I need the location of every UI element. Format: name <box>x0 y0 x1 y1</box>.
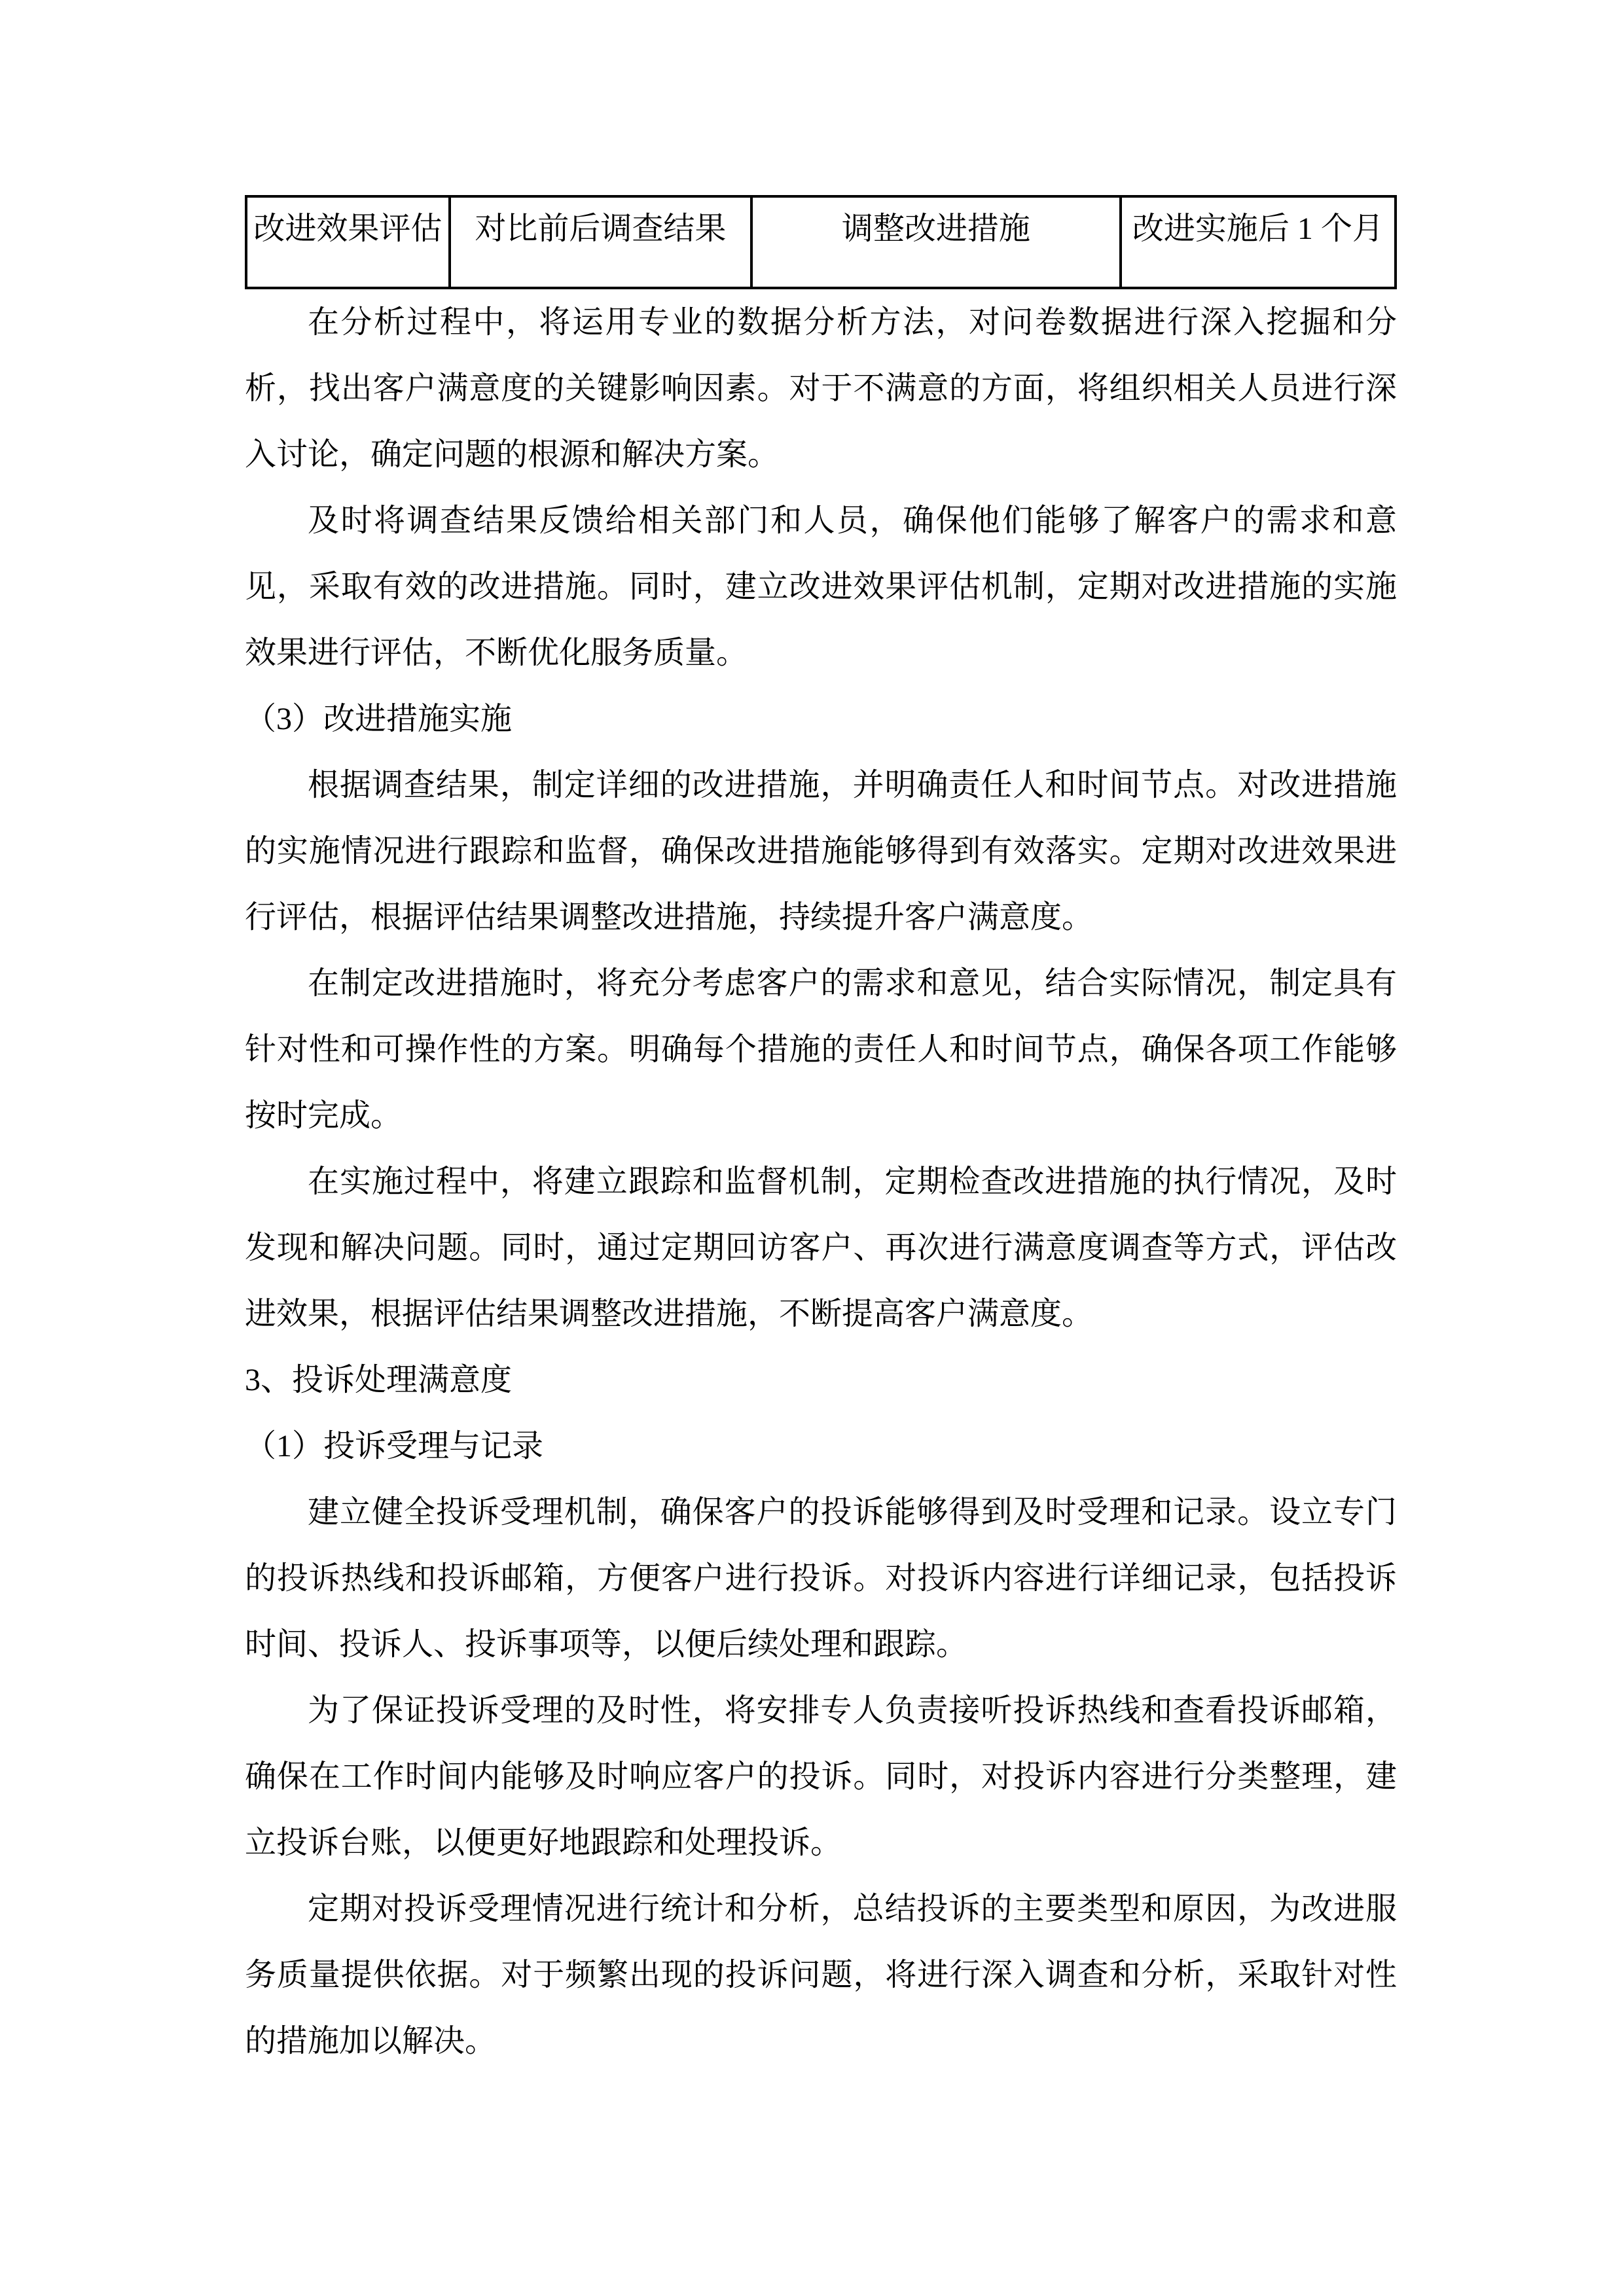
table-cell-timing: 改进实施后 1 个月 <box>1121 196 1396 288</box>
section-heading-complaint-acceptance: （1）投诉受理与记录 <box>245 1429 544 1463</box>
document-page <box>245 195 1397 2074</box>
body-paragraph: 在制定改进措施时，将充分考虑客户的需求和意见，结合实际情况，制定具有针对性和可操作性的方案。明确每个措施的责任人和时间节点，确保各项工作能够按时完成。 <box>245 966 1397 1133</box>
body-paragraph: 建立健全投诉受理机制，确保客户的投诉能够得到及时受理和记录。设立专门的投诉热线和投诉邮箱，方便客户进行投诉。对投诉内容进行详细记录，包括投诉时间、投诉人、投诉事项等，以便后续处理和跟踪。 <box>245 1495 1397 1662</box>
section-heading-complaint-satisfaction: 3、投诉处理满意度 <box>245 1363 513 1397</box>
body-paragraph: 定期对投诉受理情况进行统计和分析，总结投诉的主要类型和原因，为改进服务质量提供依据。对于频繁出现的投诉问题，将进行深入调查和分析，采取针对性的措施加以解决。 <box>245 1892 1397 2058</box>
section-heading-improvement-implementation: （3）改进措施实施 <box>245 702 513 736</box>
table-cell-method: 对比前后调查结果 <box>450 196 751 288</box>
body-paragraph: 为了保证投诉受理的及时性，将安排专人负责接听投诉热线和查看投诉邮箱，确保在工作时间内能够及时响应客户的投诉。同时，对投诉内容进行分类整理，建立投诉台账，以便更好地跟踪和处理投诉。 <box>245 1693 1397 1860</box>
body-paragraph: 在实施过程中，将建立跟踪和监督机制，定期检查改进措施的执行情况，及时发现和解决问题。同时，通过定期回访客户、再次进行满意度调查等方式，评估改进效果，根据评估结果调整改进措施，不断提高客户满意度。 <box>245 1164 1397 1331</box>
table-cell-stage: 改进效果评估 <box>246 196 450 288</box>
table-cell-action: 调整改进措施 <box>751 196 1121 288</box>
table-row <box>246 196 1396 288</box>
evaluation-table <box>245 195 1397 289</box>
body-paragraph: 根据调查结果，制定详细的改进措施，并明确责任人和时间节点。对改进措施的实施情况进行跟踪和监督，确保改进措施能够得到有效落实。定期对改进效果进行评估，根据评估结果调整改进措施，持续提升客户满意度。 <box>245 768 1397 935</box>
body-paragraph: 及时将调查结果反馈给相关部门和人员，确保他们能够了解客户的需求和意见，采取有效的改进措施。同时，建立改进效果评估机制，定期对改进措施的实施效果进行评估，不断优化服务质量。 <box>245 503 1397 670</box>
body-paragraph: 在分析过程中，将运用专业的数据分析方法，对问卷数据进行深入挖掘和分析，找出客户满意度的关键影响因素。对于不满意的方面，将组织相关人员进行深入讨论，确定问题的根源和解决方案。 <box>245 305 1397 472</box>
document-body <box>245 289 1397 2074</box>
